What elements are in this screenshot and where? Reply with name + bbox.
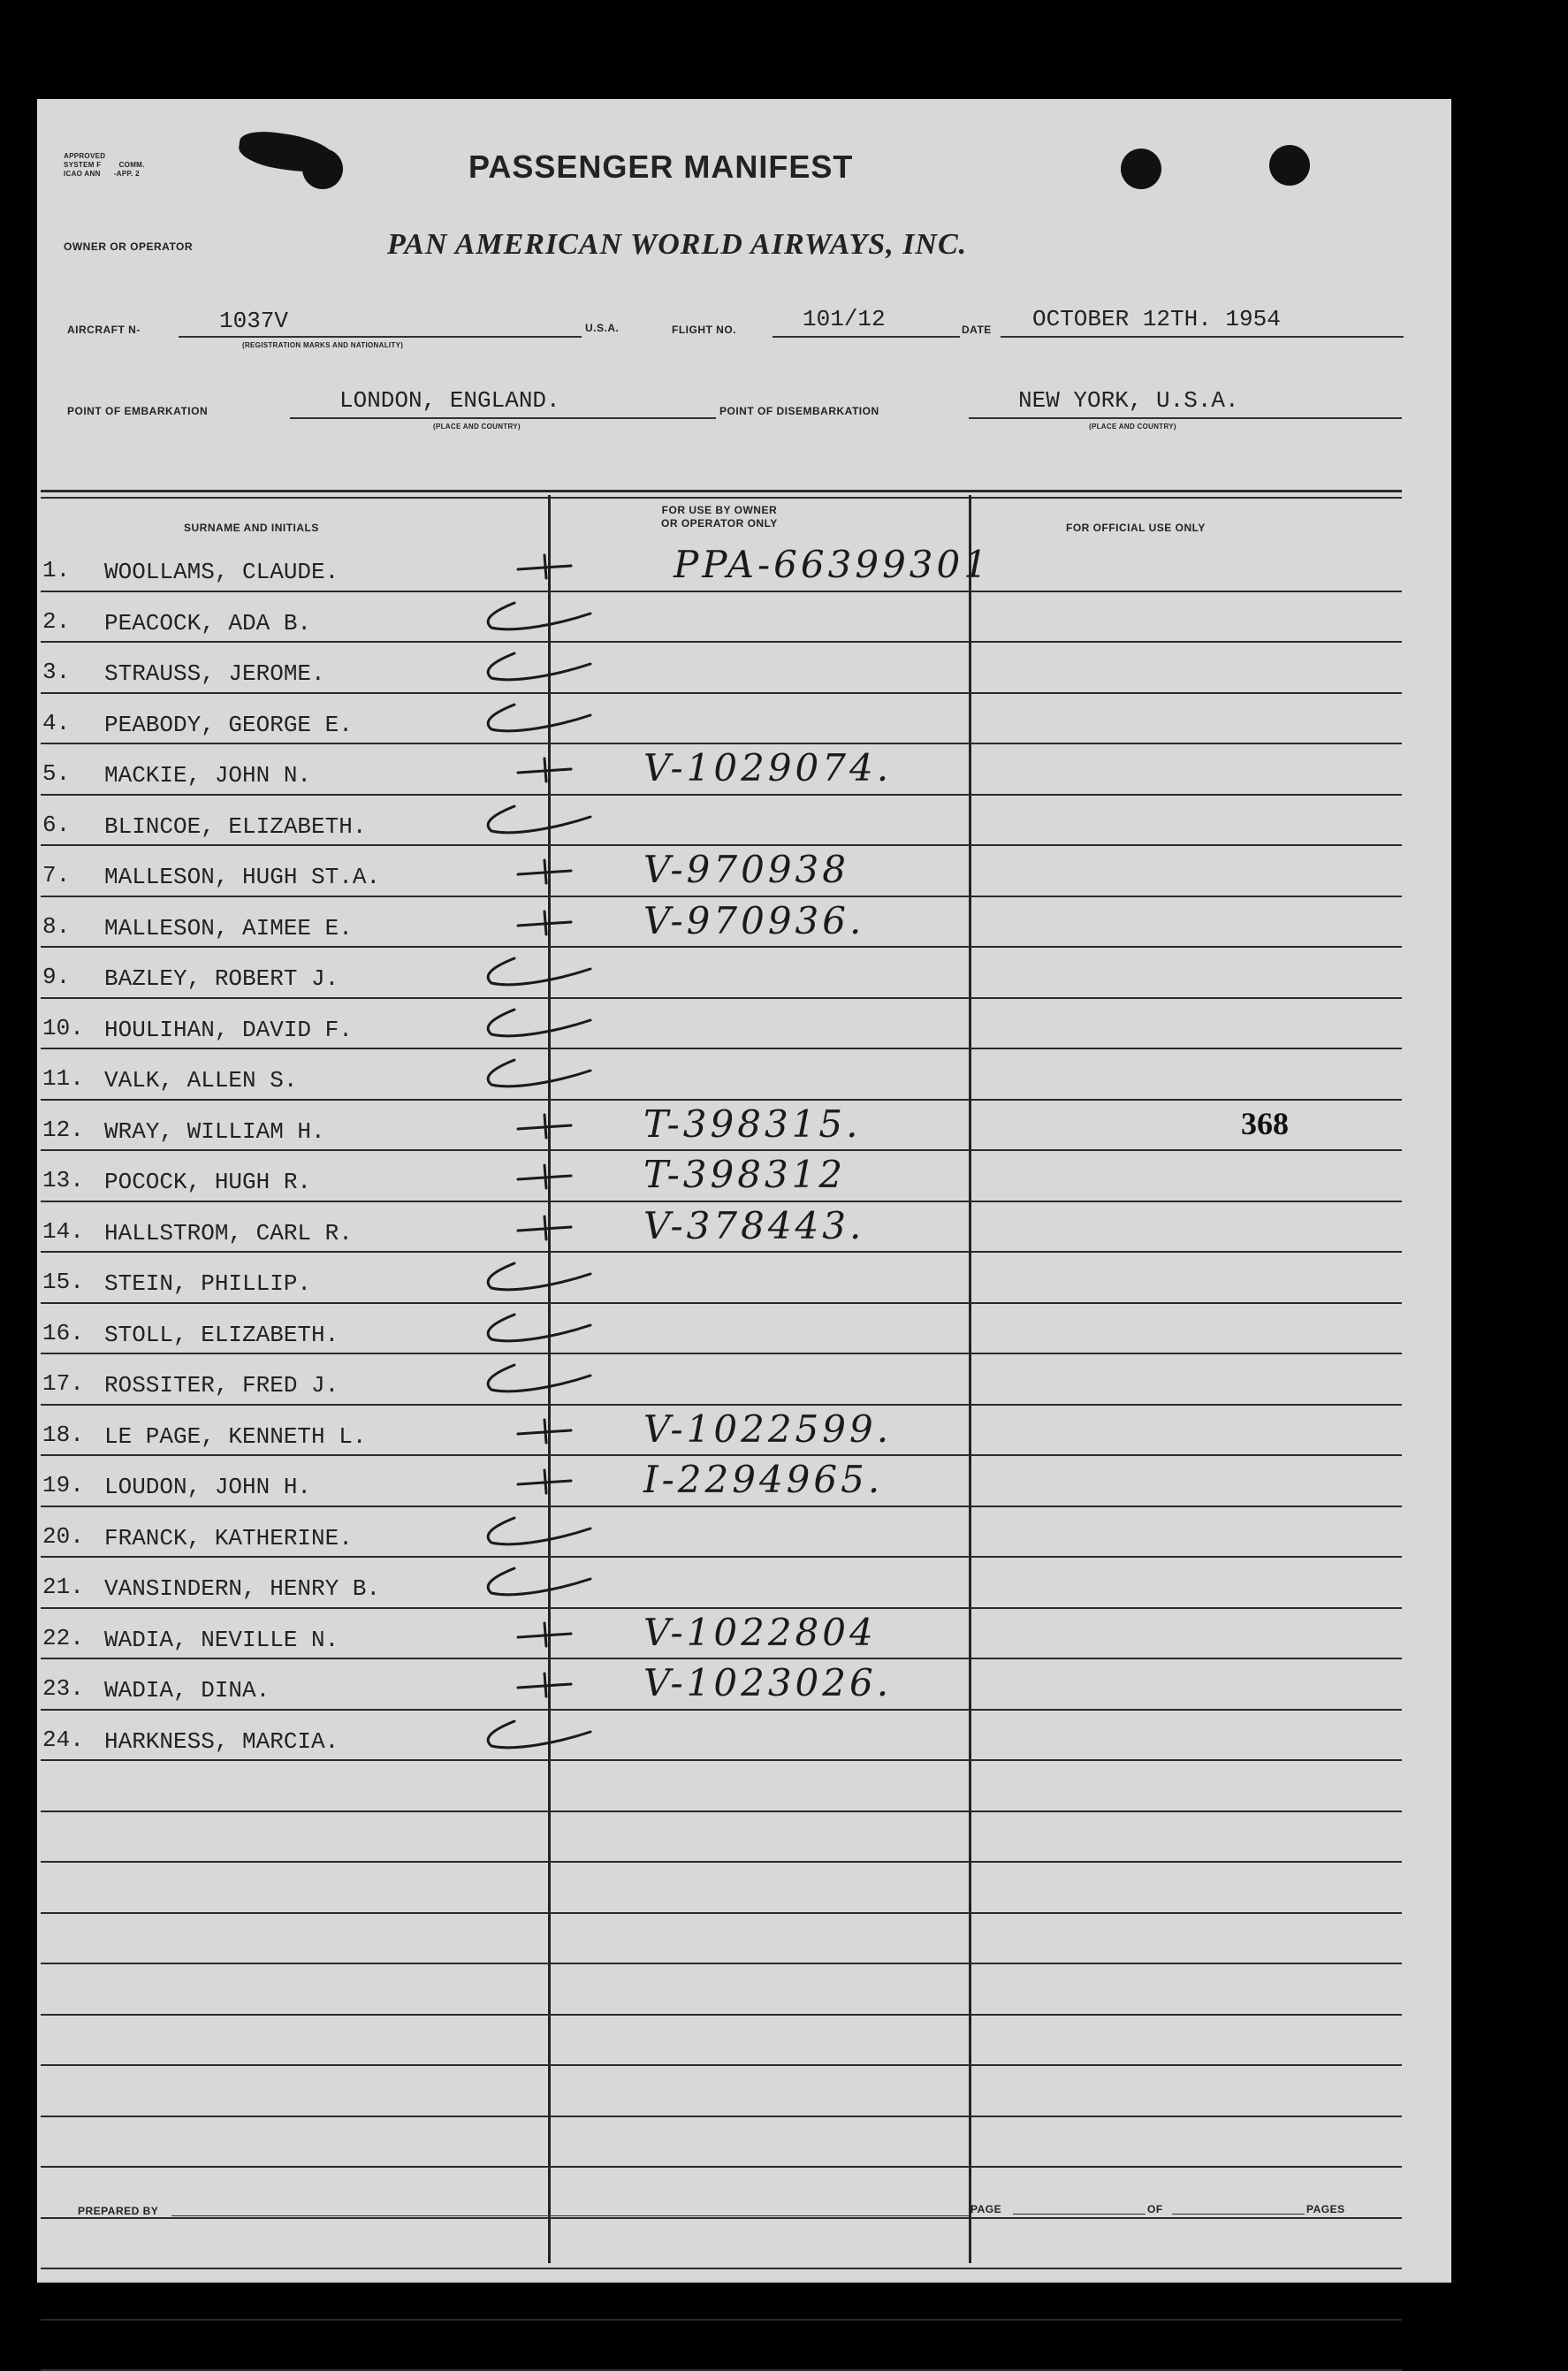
table-row xyxy=(37,1201,1416,1252)
passenger-name: MALLESON, HUGH ST.A. xyxy=(104,864,381,890)
of-line xyxy=(1172,2214,1305,2215)
table-top-rule xyxy=(41,490,1402,492)
passenger-name: ROSSITER, FRED J. xyxy=(104,1372,339,1399)
date-value: OCTOBER 12TH. 1954 xyxy=(1032,306,1281,332)
passenger-name: STEIN, PHILLIP. xyxy=(104,1270,312,1297)
approval-line: ICAO ANN -APP. 2 xyxy=(64,170,140,178)
column-header-owner-use-line: OR OPERATOR ONLY xyxy=(661,517,778,530)
row-rule xyxy=(41,2064,1402,2066)
passenger-name: WADIA, DINA. xyxy=(104,1677,270,1704)
disembark-note: (PLACE AND COUNTRY) xyxy=(1089,423,1176,431)
aircraft-label: AIRCRAFT N- xyxy=(67,324,141,336)
dash-mark-icon xyxy=(514,548,576,588)
passport-note: I-2294965. xyxy=(643,1458,884,1501)
prepared-by-label: PREPARED BY xyxy=(78,2205,159,2217)
passport-note: PPA-66399301 xyxy=(674,543,991,586)
pages-label: PAGES xyxy=(1306,2203,1345,2215)
table-row xyxy=(37,591,1416,642)
row-rule xyxy=(41,2268,1402,2269)
passport-note: V-1022804 xyxy=(643,1611,877,1654)
column-header-official-use: FOR OFFICIAL USE ONLY xyxy=(1066,522,1206,534)
date-label: DATE xyxy=(962,324,992,336)
dash-mark-icon xyxy=(514,853,576,893)
table-row xyxy=(37,1353,1416,1404)
page-label: PAGE xyxy=(970,2203,1002,2215)
punch-hole-right-1 xyxy=(1121,149,1161,189)
table-row xyxy=(37,641,1416,692)
check-mark-icon xyxy=(479,699,594,744)
passenger-number: 5. xyxy=(42,760,71,787)
approval-line: APPROVED xyxy=(64,152,106,160)
passenger-number: 17. xyxy=(42,1370,84,1397)
passenger-name: HARKNESS, MARCIA. xyxy=(104,1728,339,1755)
passport-note: V-970936. xyxy=(643,899,865,942)
disembark-value: NEW YORK, U.S.A. xyxy=(1018,387,1239,414)
table-row xyxy=(37,1658,1416,1709)
aircraft-value: 1037V xyxy=(219,308,289,334)
table-row xyxy=(37,946,1416,997)
passenger-number: 20. xyxy=(42,1523,84,1550)
check-mark-icon xyxy=(479,953,594,998)
passenger-number: 3. xyxy=(42,659,71,685)
passenger-number: 22. xyxy=(42,1625,84,1651)
check-mark-icon xyxy=(479,1004,594,1049)
passenger-number: 11. xyxy=(42,1065,84,1092)
row-rule xyxy=(41,2319,1402,2321)
dash-mark-icon xyxy=(514,751,576,791)
row-rule xyxy=(41,2116,1402,2117)
check-mark-icon xyxy=(479,648,594,693)
official-stamp-number: 368 xyxy=(1241,1106,1289,1141)
row-rule xyxy=(41,2166,1402,2168)
passenger-number: 24. xyxy=(42,1727,84,1753)
table-row xyxy=(37,743,1416,794)
approval-line: SYSTEM F COMM. xyxy=(64,161,145,169)
passenger-name: MACKIE, JOHN N. xyxy=(104,762,312,789)
check-mark-icon xyxy=(479,598,594,643)
of-label: OF xyxy=(1147,2203,1163,2215)
table-row xyxy=(37,1048,1416,1099)
flight-label: FLIGHT NO. xyxy=(672,324,736,336)
table-row xyxy=(37,692,1416,743)
table-row xyxy=(37,1251,1416,1302)
passenger-number: 14. xyxy=(42,1218,84,1245)
page-line xyxy=(1013,2214,1146,2215)
table-row xyxy=(37,1099,1416,1150)
passenger-name: PEACOCK, ADA B. xyxy=(104,610,312,637)
column-header-name: SURNAME AND INITIALS xyxy=(184,522,319,534)
prepared-by-line xyxy=(171,2215,970,2216)
table-top-rule-2 xyxy=(41,497,1402,499)
embark-note: (PLACE AND COUNTRY) xyxy=(433,423,521,431)
table-row xyxy=(37,1149,1416,1201)
passenger-name: POCOCK, HUGH R. xyxy=(104,1169,312,1195)
row-rule xyxy=(41,1861,1402,1863)
table-row xyxy=(37,844,1416,896)
passenger-name: WRAY, WILLIAM H. xyxy=(104,1118,325,1145)
passenger-number: 23. xyxy=(42,1675,84,1702)
registration-note: (REGISTRATION MARKS AND NATIONALITY) xyxy=(242,341,404,349)
column-header-owner-use xyxy=(661,504,778,530)
aircraft-underline xyxy=(179,336,582,338)
page-title: PASSENGER MANIFEST xyxy=(468,149,854,185)
passenger-number: 9. xyxy=(42,964,71,990)
check-mark-icon xyxy=(479,801,594,846)
row-rule xyxy=(41,1811,1402,1812)
table-row xyxy=(37,1607,1416,1658)
passenger-name: BAZLEY, ROBERT J. xyxy=(104,965,339,992)
row-rule xyxy=(41,2217,1402,2219)
passenger-number: 10. xyxy=(42,1015,84,1041)
owner-label: OWNER OR OPERATOR xyxy=(64,240,194,253)
passenger-name: FRANCK, KATHERINE. xyxy=(104,1525,353,1551)
table-row xyxy=(37,794,1416,845)
owner-value: PAN AMERICAN WORLD AIRWAYS, INC. xyxy=(387,228,968,261)
dash-mark-icon xyxy=(514,1413,576,1452)
dash-mark-icon xyxy=(514,1209,576,1249)
table-row xyxy=(37,539,1416,591)
dash-mark-icon xyxy=(514,1158,576,1198)
check-mark-icon xyxy=(479,1055,594,1100)
passport-note: V-1022599. xyxy=(643,1407,893,1451)
dash-mark-icon xyxy=(514,1108,576,1147)
punch-hole-right-2 xyxy=(1269,145,1310,186)
passenger-name: VALK, ALLEN S. xyxy=(104,1067,298,1094)
passenger-name: LOUDON, JOHN H. xyxy=(104,1474,312,1500)
flight-value: 101/12 xyxy=(803,306,886,332)
check-mark-icon xyxy=(479,1360,594,1405)
passenger-number: 16. xyxy=(42,1320,84,1346)
passport-note: T-398315. xyxy=(643,1102,862,1146)
passenger-name: STRAUSS, JEROME. xyxy=(104,660,325,687)
passenger-name: VANSINDERN, HENRY B. xyxy=(104,1575,381,1602)
passenger-number: 15. xyxy=(42,1269,84,1295)
table-row xyxy=(37,1506,1416,1557)
passenger-number: 4. xyxy=(42,710,71,736)
approval-block xyxy=(64,152,145,179)
ink-blot xyxy=(237,128,338,177)
row-rule xyxy=(41,1963,1402,1964)
disembark-label: POINT OF DISEMBARKATION xyxy=(719,405,879,417)
embark-value: LONDON, ENGLAND. xyxy=(339,387,560,414)
passenger-name: STOLL, ELIZABETH. xyxy=(104,1322,339,1348)
passport-note: V-1029074. xyxy=(643,746,893,789)
table-row xyxy=(37,997,1416,1048)
dash-mark-icon xyxy=(514,1463,576,1503)
flight-underline xyxy=(773,336,960,338)
column-header-owner-use-line: FOR USE BY OWNER xyxy=(661,504,778,516)
passenger-name: LE PAGE, KENNETH L. xyxy=(104,1423,367,1450)
passenger-name: PEABODY, GEORGE E. xyxy=(104,712,353,738)
disembark-underline xyxy=(969,417,1402,419)
passport-note: V-1023026. xyxy=(643,1661,893,1704)
usa-label: U.S.A. xyxy=(585,322,620,334)
passenger-number: 1. xyxy=(42,557,71,583)
date-underline xyxy=(1001,336,1404,338)
dash-mark-icon xyxy=(514,1616,576,1656)
check-mark-icon xyxy=(479,1258,594,1303)
passenger-name: HALLSTROM, CARL R. xyxy=(104,1220,353,1246)
passenger-number: 7. xyxy=(42,862,71,888)
passenger-number: 18. xyxy=(42,1422,84,1448)
table-row xyxy=(37,1404,1416,1455)
table-row xyxy=(37,896,1416,947)
passenger-name: WADIA, NEVILLE N. xyxy=(104,1627,339,1653)
passenger-name: MALLESON, AIMEE E. xyxy=(104,915,353,942)
passenger-number: 19. xyxy=(42,1472,84,1498)
check-mark-icon xyxy=(479,1513,594,1558)
passenger-number: 12. xyxy=(42,1117,84,1143)
passenger-name: HOULIHAN, DAVID F. xyxy=(104,1017,353,1043)
passenger-name: WOOLLAMS, CLAUDE. xyxy=(104,559,339,585)
row-rule xyxy=(41,1912,1402,1914)
embark-label: POINT OF EMBARKATION xyxy=(67,405,209,417)
embark-underline xyxy=(290,417,716,419)
table-row xyxy=(37,1454,1416,1506)
passport-note: V-970938 xyxy=(643,848,849,891)
passport-note: V-378443. xyxy=(643,1204,865,1247)
passenger-number: 6. xyxy=(42,812,71,838)
table-row xyxy=(37,1556,1416,1607)
passenger-name: BLINCOE, ELIZABETH. xyxy=(104,813,367,840)
check-mark-icon xyxy=(479,1716,594,1761)
row-rule xyxy=(41,2014,1402,2016)
table-row xyxy=(37,1709,1416,1760)
passenger-number: 13. xyxy=(42,1167,84,1193)
dash-mark-icon xyxy=(514,1666,576,1706)
passenger-number: 21. xyxy=(42,1574,84,1600)
passport-note: T-398312 xyxy=(643,1153,847,1196)
dash-mark-icon xyxy=(514,904,576,944)
check-mark-icon xyxy=(479,1309,594,1354)
check-mark-icon xyxy=(479,1563,594,1608)
table-row xyxy=(37,1302,1416,1353)
manifest-sheet xyxy=(37,99,1451,2283)
passenger-number: 2. xyxy=(42,608,71,635)
passenger-number: 8. xyxy=(42,913,71,940)
